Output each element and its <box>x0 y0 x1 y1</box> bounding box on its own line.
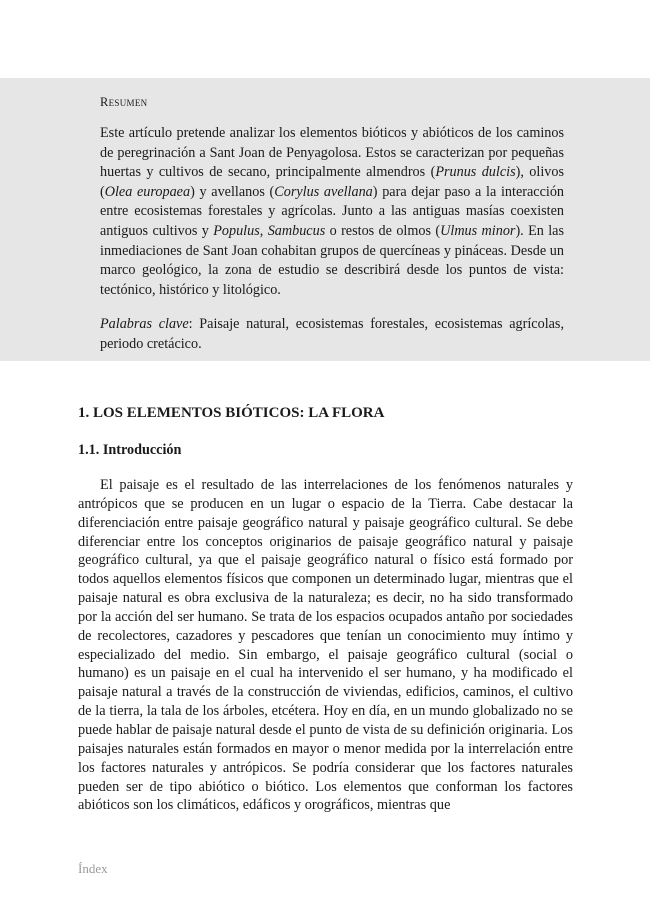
abstract-text-segment: o restos de olmos ( <box>325 222 441 239</box>
section-title: 1. LOS ELEMENTOS BIÓTICOS: LA FLORA <box>78 405 385 421</box>
genus-name: Populus <box>213 222 260 239</box>
abstract-text <box>100 124 564 300</box>
species-name: Corylus avellana <box>274 183 373 200</box>
abstract-text-segment: ) y avellanos ( <box>190 183 275 200</box>
genus-name: Sambucus <box>267 222 326 239</box>
index-link[interactable]: Índex <box>78 861 108 876</box>
abstract-text-segment: ) para dejar paso a la interacción entre ecosistemas forestales y agrícolas. Junto a las antiguas masías coexisten antiguos cultivos y <box>100 183 565 239</box>
keywords-text: : Paisaje natural, ecosistemas forestales, ecosistemas agrícolas, periodo cretácico. <box>100 316 564 352</box>
abstract-text-segment: , <box>259 222 268 239</box>
species-name: Ulmus minor <box>440 222 516 239</box>
abstract-heading: Resumen <box>100 95 148 109</box>
abstract-text-segment: Este artículo pretende analizar los elementos bióticos y abióticos de los caminos de peregrinación a Sant Joan de Penyagolosa. Estos se caracterizan por pequeñas huertas y cultivos de secano, principalmente almendros ( <box>100 125 564 181</box>
keywords-label: Palabras clave <box>100 316 189 333</box>
keywords <box>100 315 564 354</box>
abstract-text-segment: ), olivos ( <box>100 164 564 200</box>
species-name: Olea europaea <box>104 183 191 200</box>
species-name: Prunus dulcis <box>435 164 516 181</box>
abstract-text-segment: ). En las inmediaciones de Sant Joan cohabitan grupos de quercíneas y pináceas. Desde un marco geológico, la zona de estudio se describirá desde los puntos de vista: tectónico, histórico y litológico. <box>100 222 564 298</box>
subsection-title: 1.1. Introducción <box>78 442 182 458</box>
abstract-content <box>100 93 564 355</box>
body-paragraph: El paisaje es el resultado de las interrelaciones de los fenómenos naturales y antrópicos que se producen en un lugar o espacio de la Tierra. Cabe destacar la diferenciación entre paisaje geográfico natural y paisaje geográfico cultural. Se debe diferenciar entre los conceptos originarios de paisaje geográfico natural y paisaje geográfico cultural, ya que el paisaje geográfico natural o físico está formado por todos aquellos elementos físicos que componen un determinado lugar, mientras que el paisaje natural es obra exclusiva de la naturaleza; es decir, no ha sido transformado por la acción del ser humano. Se trata de los espacios ocupados antaño por sociedades de recolectores, cazadores y pescadores que tenían un conocimiento muy íntimo y especializado del medio. Sin embargo, el paisaje geográfico cultural (social o humano) es un paisaje en el cual ha intervenido el ser humano, y ha modificado el paisaje natural a través de la construcción de viviendas, edificios, caminos, el cultivo de la tierra, la tala de los árboles, etcétera. Hoy en día, en un mundo globalizado no se puede hablar de paisaje natural desde el punto de vista de su definición originaria. Los paisajes naturales están formados en mayor o menor medida por la interrelación entre los factores naturales y antrópicos. Se podría considerar que los factores naturales pueden ser de tipo abiótico o biótico. Los elementos que conforman los factores abióticos son los climáticos, edáficos y orográficos, mientras que <box>78 477 573 814</box>
abstract-box <box>0 78 650 361</box>
